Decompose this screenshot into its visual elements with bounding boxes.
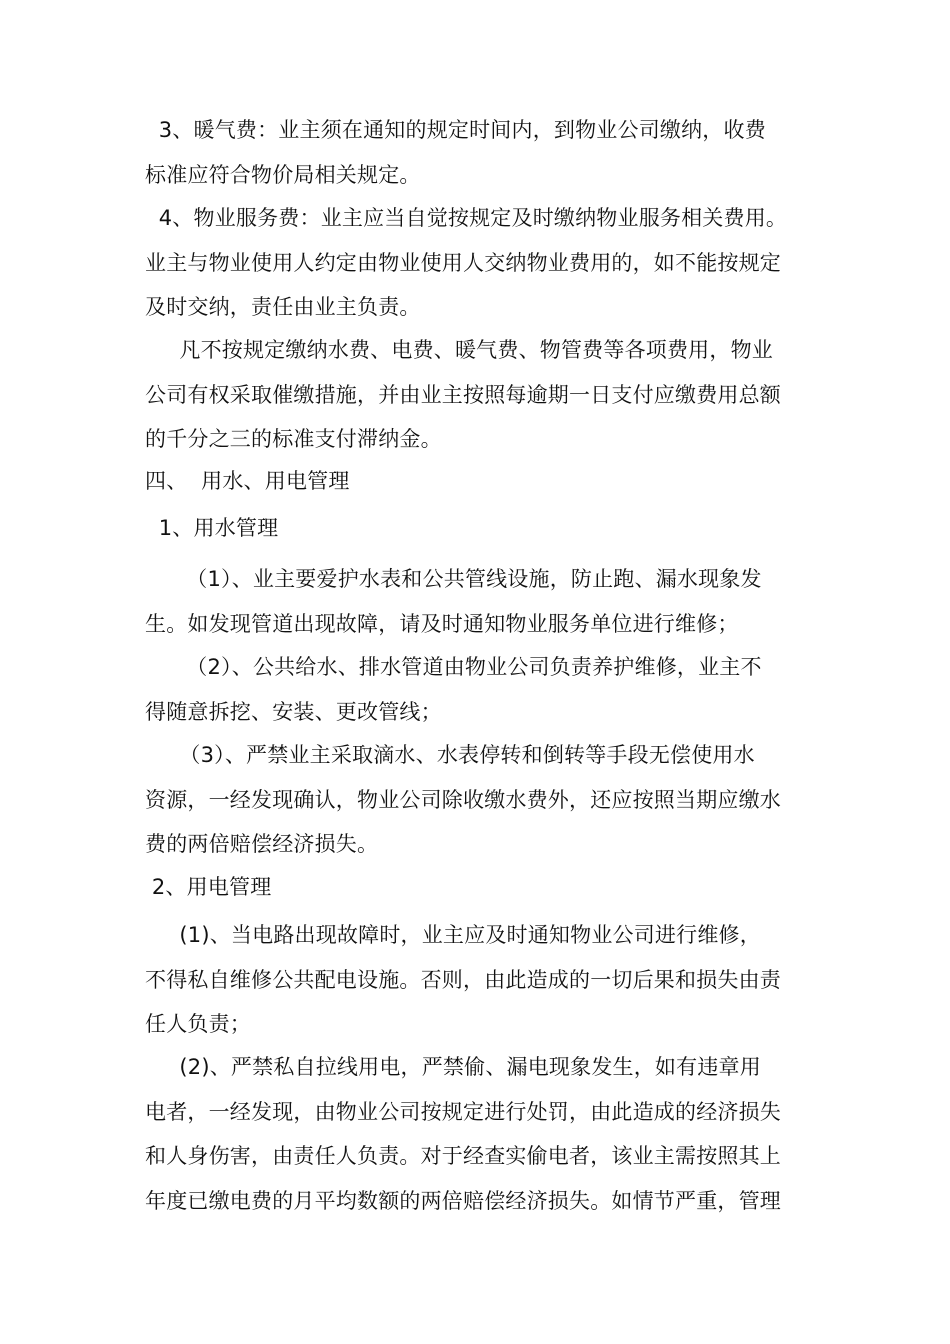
text-line: 凡不按规定缴纳水费、电费、暖气费、物管费等各项费用，物业 xyxy=(145,338,773,362)
text-line: 生。如发现管道出现故障，请及时通知物业服务单位进行维修； xyxy=(145,611,739,636)
paragraph-water-item-2 xyxy=(145,645,810,734)
text-line: 得随意拆挖、安装、更改管线； xyxy=(145,699,442,724)
text-line: （2）、公共给水、排水管道由物业公司负责养护维修，业主不 xyxy=(145,655,762,679)
subsection-heading-electricity xyxy=(145,865,810,910)
text-line: 的千分之三的标准支付滞纳金。 xyxy=(145,427,442,451)
text-line: 任人负责； xyxy=(145,1012,251,1036)
text-line: 标准应符合物价局相关规定。 xyxy=(145,162,421,187)
text-line: 和人身伤害，由责任人负责。对于经查实偷电者，该业主需按照其上 xyxy=(145,1144,781,1168)
text-line: (1)、当电路出现故障时，业主应及时通知物业公司进行维修， xyxy=(145,923,761,947)
paragraph-water-item-3 xyxy=(145,733,810,867)
text-line: 公司有权采取催缴措施，并由业主按照每逾期一日支付应缴费用总额 xyxy=(145,382,781,407)
text-line: 4、物业服务费：业主应当自觉按规定及时缴纳物业服务相关费用。 xyxy=(145,206,788,230)
text-line: 电者，一经发现，由物业公司按规定进行处罚，由此造成的经济损失 xyxy=(145,1099,781,1124)
paragraph-water-item-1 xyxy=(145,557,810,646)
text-line: （3）、严禁业主采取滴水、水表停转和倒转等手段无偿使用水 xyxy=(145,743,755,767)
section-heading xyxy=(145,459,810,504)
subsection-heading-water xyxy=(145,506,810,551)
text-line: 业主与物业使用人约定由物业使用人交纳物业费用的，如不能按规定 xyxy=(145,250,781,275)
paragraph-electricity-item-2 xyxy=(145,1045,810,1223)
text-line: 3、暖气费：业主须在通知的规定时间内，到物业公司缴纳，收费 xyxy=(145,118,766,142)
paragraph-property-service-fee xyxy=(145,196,810,330)
paragraph-late-fee xyxy=(145,328,810,462)
text-line: 费的两倍赔偿经济损失。 xyxy=(145,832,379,856)
text-line: 2、用电管理 xyxy=(145,875,272,899)
text-line: (2)、严禁私自拉线用电，严禁偷、漏电现象发生，如有违章用 xyxy=(145,1055,761,1079)
paragraph-electricity-item-1 xyxy=(145,913,810,1047)
text-line: 四、 用水、用电管理 xyxy=(145,469,350,493)
text-line: （1）、业主要爱护水表和公共管线设施，防止跑、漏水现象发 xyxy=(145,567,762,591)
paragraph-heating-fee xyxy=(145,108,810,197)
text-line: 年度已缴电费的月平均数额的两倍赔偿经济损失。如情节严重，管理 xyxy=(145,1188,781,1213)
text-line: 不得私自维修公共配电设施。否则，由此造成的一切后果和损失由责 xyxy=(145,967,781,992)
text-line: 及时交纳，责任由业主负责。 xyxy=(145,295,421,319)
text-line: 1、用水管理 xyxy=(145,516,279,540)
text-line: 资源，一经发现确认，物业公司除收缴水费外，还应按照当期应缴水 xyxy=(145,787,781,812)
